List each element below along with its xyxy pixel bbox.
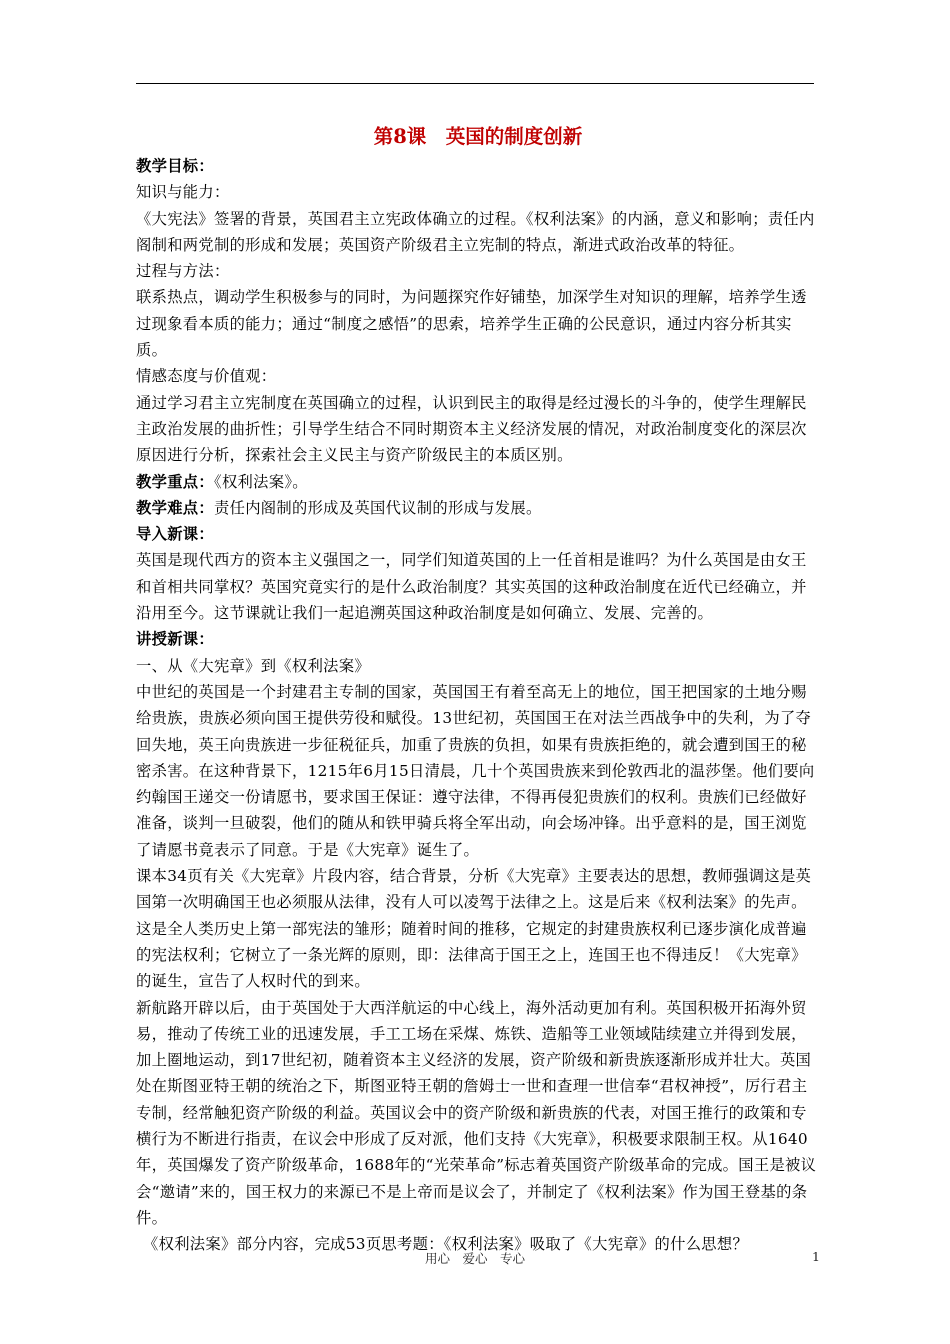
key-text: 《权利法案》。: [214, 472, 308, 491]
teach-heading: 讲授新课：: [136, 630, 214, 649]
knowledge-heading: 知识与能力：: [136, 183, 230, 202]
paragraph-3: 这是全人类历史上第一部宪法的雏形；随着时间的推移，它规定的封建贵族权利已逐步演化成普遍的宪法权利；它树立了一条光辉的原则，即：法律高于国王之上，连国王也不得违反！《大宪章》的诞生，宣告了人权时代的到来。: [136, 919, 807, 991]
emotion-heading: 情感态度与价值观：: [136, 367, 277, 386]
key-label: 教学重点：: [136, 472, 214, 491]
process-heading: 过程与方法：: [136, 262, 230, 281]
page-number: 1: [812, 1249, 820, 1264]
key-point: [136, 469, 820, 495]
intro-text: 英国是现代西方的资本主义强国之一，同学们知道英国的上一任首相是谁吗？为什么英国是由女王和首相共同掌权？英国究竟实行的是什么政治制度？其实英国的这种政治制度在近代已经确立，并沿用至今。这节课就让我们一起追溯英国这种政治制度是如何确立、发展、完善的。: [136, 551, 807, 623]
paragraph-2: 课本34页有关《大宪章》片段内容，结合背景，分析《大宪章》主要表达的思想，教师强调这是英国第一次明确国王也必须服从法律，没有人可以凌驾于法律之上。这是后来《权利法案》的先声。: [136, 867, 812, 912]
page-footer: 用心 爱心 专心: [424, 1251, 525, 1266]
intro-heading: 导入新课：: [136, 525, 214, 544]
lesson-title: 第8课 英国的制度创新: [373, 125, 583, 148]
difficult-text: 责任内阁制的形成及英国代议制的形成与发展。: [214, 498, 542, 517]
section1-title: 一、从《大宪章》到《权利法案》: [136, 656, 370, 675]
difficult-point: [136, 495, 820, 521]
goals-heading: 教学目标：: [136, 157, 214, 175]
process-text: 联系热点，调动学生积极参与的同时，为问题探究作好铺垫，加深学生对知识的理解，培养学生透过现象看本质的能力；通过“制度之感悟”的思索，培养学生正确的公民意识，通过内容分析其实质。: [136, 288, 807, 360]
paragraph-4: 新航路开辟以后，由于英国处于大西洋航运的中心线上，海外活动更加有利。英国积极开拓海外贸易，推动了传统工业的迅速发展，手工工场在采煤、炼铁、造船等工业领域陆续建立并得到发展，加上圈地运动，到17世纪初，随着资本主义经济的发展，资产阶级和新贵族逐渐形成并壮大。英国处在斯图亚特王朝的统治之下，斯图亚特王朝的詹姆士一世和查理一世信奉“君权神授”，厉行君主专制，经常触犯资产阶级的利益。英国议会中的资产阶级和新贵族的代表，对国王推行的政策和专横行为不断进行指责，在议会中形成了反对派，他们支持《大宪章》，积极要求限制王权。从1640年，英国爆发了资产阶级革命，1688年的“光荣革命”标志着英国资产阶级革命的完成。国王是被议会“邀请”来的，国王权力的来源已不是上帝而是议会了，并制定了《权利法案》作为国王登基的条件。: [136, 998, 817, 1227]
header-rule: [136, 83, 814, 84]
knowledge-text: 《大宪法》签署的背景，英国君主立宪政体确立的过程。《权利法案》的内涵，意义和影响；责任内阁制和两党制的形成和发展；英国资产阶级君主立宪制的特点，渐进式政治改革的特征。: [136, 209, 815, 254]
difficult-label: 教学难点：: [136, 498, 214, 517]
emotion-text: 通过学习君主立宪制度在英国确立的过程，认识到民主的取得是经过漫长的斗争的，使学生理解民主政治发展的曲折性；引导学生结合不同时期资本主义经济发展的情况，对政治制度变化的深层次原因进行分析，探索社会主义民主与资产阶级民主的本质区别。: [136, 393, 807, 465]
paragraph-1: 中世纪的英国是一个封建君主专制的国家，英国国王有着至高无上的地位，国王把国家的土地分赐给贵族，贵族必须向国王提供劳役和赋役。13世纪初，英国国王在对法兰西战争中的失利，为了夺回失地，英王向贵族进一步征税征兵，加重了贵族的负担，如果有贵族拒绝的，就会遭到国王的秘密杀害。在这种背景下，1215年6月15日清晨，几十个英国贵族来到伦敦西北的温莎堡。他们要向约翰国王递交一份请愿书，要求国王保证：遵守法律，不得再侵犯贵族们的权利。贵族们已经做好准备，谈判一旦破裂，他们的随从和铁甲骑兵将全军出动，向会场冲锋。出乎意料的是，国王浏览了请愿书竟表示了同意。于是《大宪章》诞生了。: [136, 682, 815, 859]
page-content: [136, 122, 820, 1257]
paragraph-5: 《权利法案》部分内容，完成53页思考题：《权利法案》吸取了《大宪章》的什么思想？: [143, 1235, 749, 1254]
